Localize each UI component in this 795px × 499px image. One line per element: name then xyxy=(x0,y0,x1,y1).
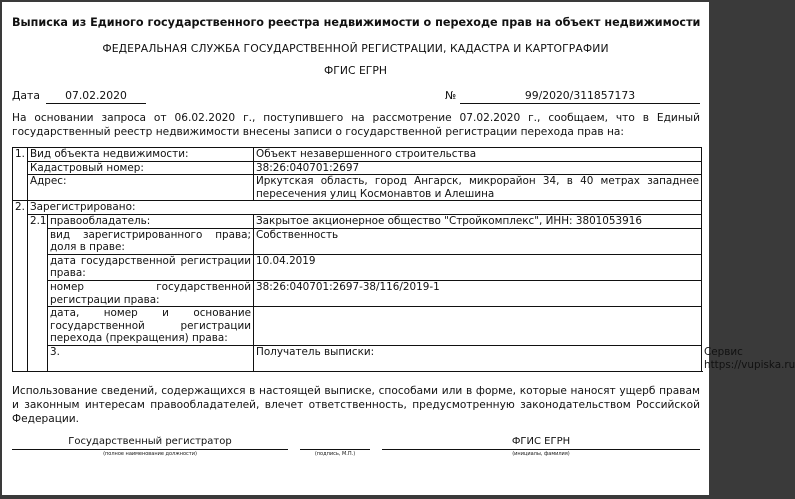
initials-slot xyxy=(382,436,700,457)
section-number: 1. xyxy=(13,148,28,201)
table-row xyxy=(13,201,702,215)
records-table xyxy=(12,147,795,372)
signature-block xyxy=(12,436,699,460)
date-label: Дата xyxy=(12,89,40,102)
termination-value xyxy=(254,307,702,346)
right-type-value: Собственность xyxy=(254,228,702,254)
reg-date-value: 10.04.2019 xyxy=(254,254,702,280)
document-title: Выписка из Единого государственного реестра недвижимости о переходе прав на объект недвижимости xyxy=(12,16,701,29)
table-row xyxy=(13,161,702,175)
signature-caption: (подпись, М.П.) xyxy=(314,451,356,458)
address-value: Иркутская область, город Ангарск, микрорайон 34, в 40 метрах западнее пересечения улиц Космонавтов и Алешина xyxy=(254,175,702,201)
meta-row xyxy=(12,89,699,105)
recipient-label: Получатель выписки: xyxy=(254,346,702,372)
reg-number-label: номер государственной регистрации права: xyxy=(48,280,254,306)
intro-text: На основании запроса от 06.02.2020 г., поступившего на рассмотрение 07.02.2020 г., сообщаем, что в Единый государственный реестр недвижимости внесены записи о государственной регистрации перехода прав на: xyxy=(12,112,700,138)
termination-label: дата, номер и основание государственной регистрации перехода (прекращения) права: xyxy=(48,307,254,346)
section-number: 3. xyxy=(48,346,254,372)
number-label: № xyxy=(445,89,457,102)
date-value: 07.02.2020 xyxy=(46,89,146,104)
subsection-number: 2.1 xyxy=(28,214,48,371)
reg-number-value: 38:26:040701:2697-38/116/2019-1 xyxy=(254,280,702,306)
table-row: 3. Получатель выписки: Сервис https://vupiska.ru xyxy=(13,346,702,372)
object-type-value: Объект незавершенного строительства xyxy=(254,148,702,162)
legal-note: Использование сведений, содержащихся в настоящей выписке, способами или в форме, которые наносят ущерб правам и законным интересам правообладателей, влечет ответственность, предусмотренную законодательством Российской Федерации. xyxy=(12,385,700,426)
signature-slot xyxy=(300,436,370,457)
registered-label: Зарегистрировано: xyxy=(28,201,702,215)
signature-line xyxy=(300,436,370,450)
registrar-caption: (полное наименование должности) xyxy=(103,451,197,458)
table-row xyxy=(13,148,702,162)
initials-caption: (инициалы, фамилия) xyxy=(512,451,570,458)
holder-label: правообладатель: xyxy=(48,214,254,228)
agency-name: ФЕДЕРАЛЬНАЯ СЛУЖБА ГОСУДАРСТВЕННОЙ РЕГИСТРАЦИИ, КАДАСТРА И КАРТОГРАФИИ xyxy=(102,42,609,55)
reg-date-label: дата государственной регистрации права: xyxy=(48,254,254,280)
right-type-label: вид зарегистрированного права; доля в праве: xyxy=(48,228,254,254)
table-row xyxy=(13,214,702,228)
table-row xyxy=(13,228,702,254)
initials-value: ФГИС ЕГРН xyxy=(382,436,700,450)
document-sheet xyxy=(2,2,795,495)
cadastral-label: Кадастровый номер: xyxy=(28,161,254,175)
holder-value: Закрытое акционерное общество "Стройкомплекс", ИНН: 3801053916 xyxy=(254,214,702,228)
cadastral-value: 38:26:040701:2697 xyxy=(254,161,702,175)
system-name: ФГИС ЕГРН xyxy=(324,64,387,77)
table-row xyxy=(13,175,702,201)
table-row xyxy=(13,254,702,280)
section-number: 2. xyxy=(13,201,28,372)
table-row xyxy=(13,307,702,346)
number-value: 99/2020/311857173 xyxy=(460,89,700,104)
registrar-slot xyxy=(12,436,288,457)
registrar-title: Государственный регистратор xyxy=(12,436,288,450)
object-type-label: Вид объекта недвижимости: xyxy=(28,148,254,162)
table-row xyxy=(13,280,702,306)
address-label: Адрес: xyxy=(28,175,254,201)
